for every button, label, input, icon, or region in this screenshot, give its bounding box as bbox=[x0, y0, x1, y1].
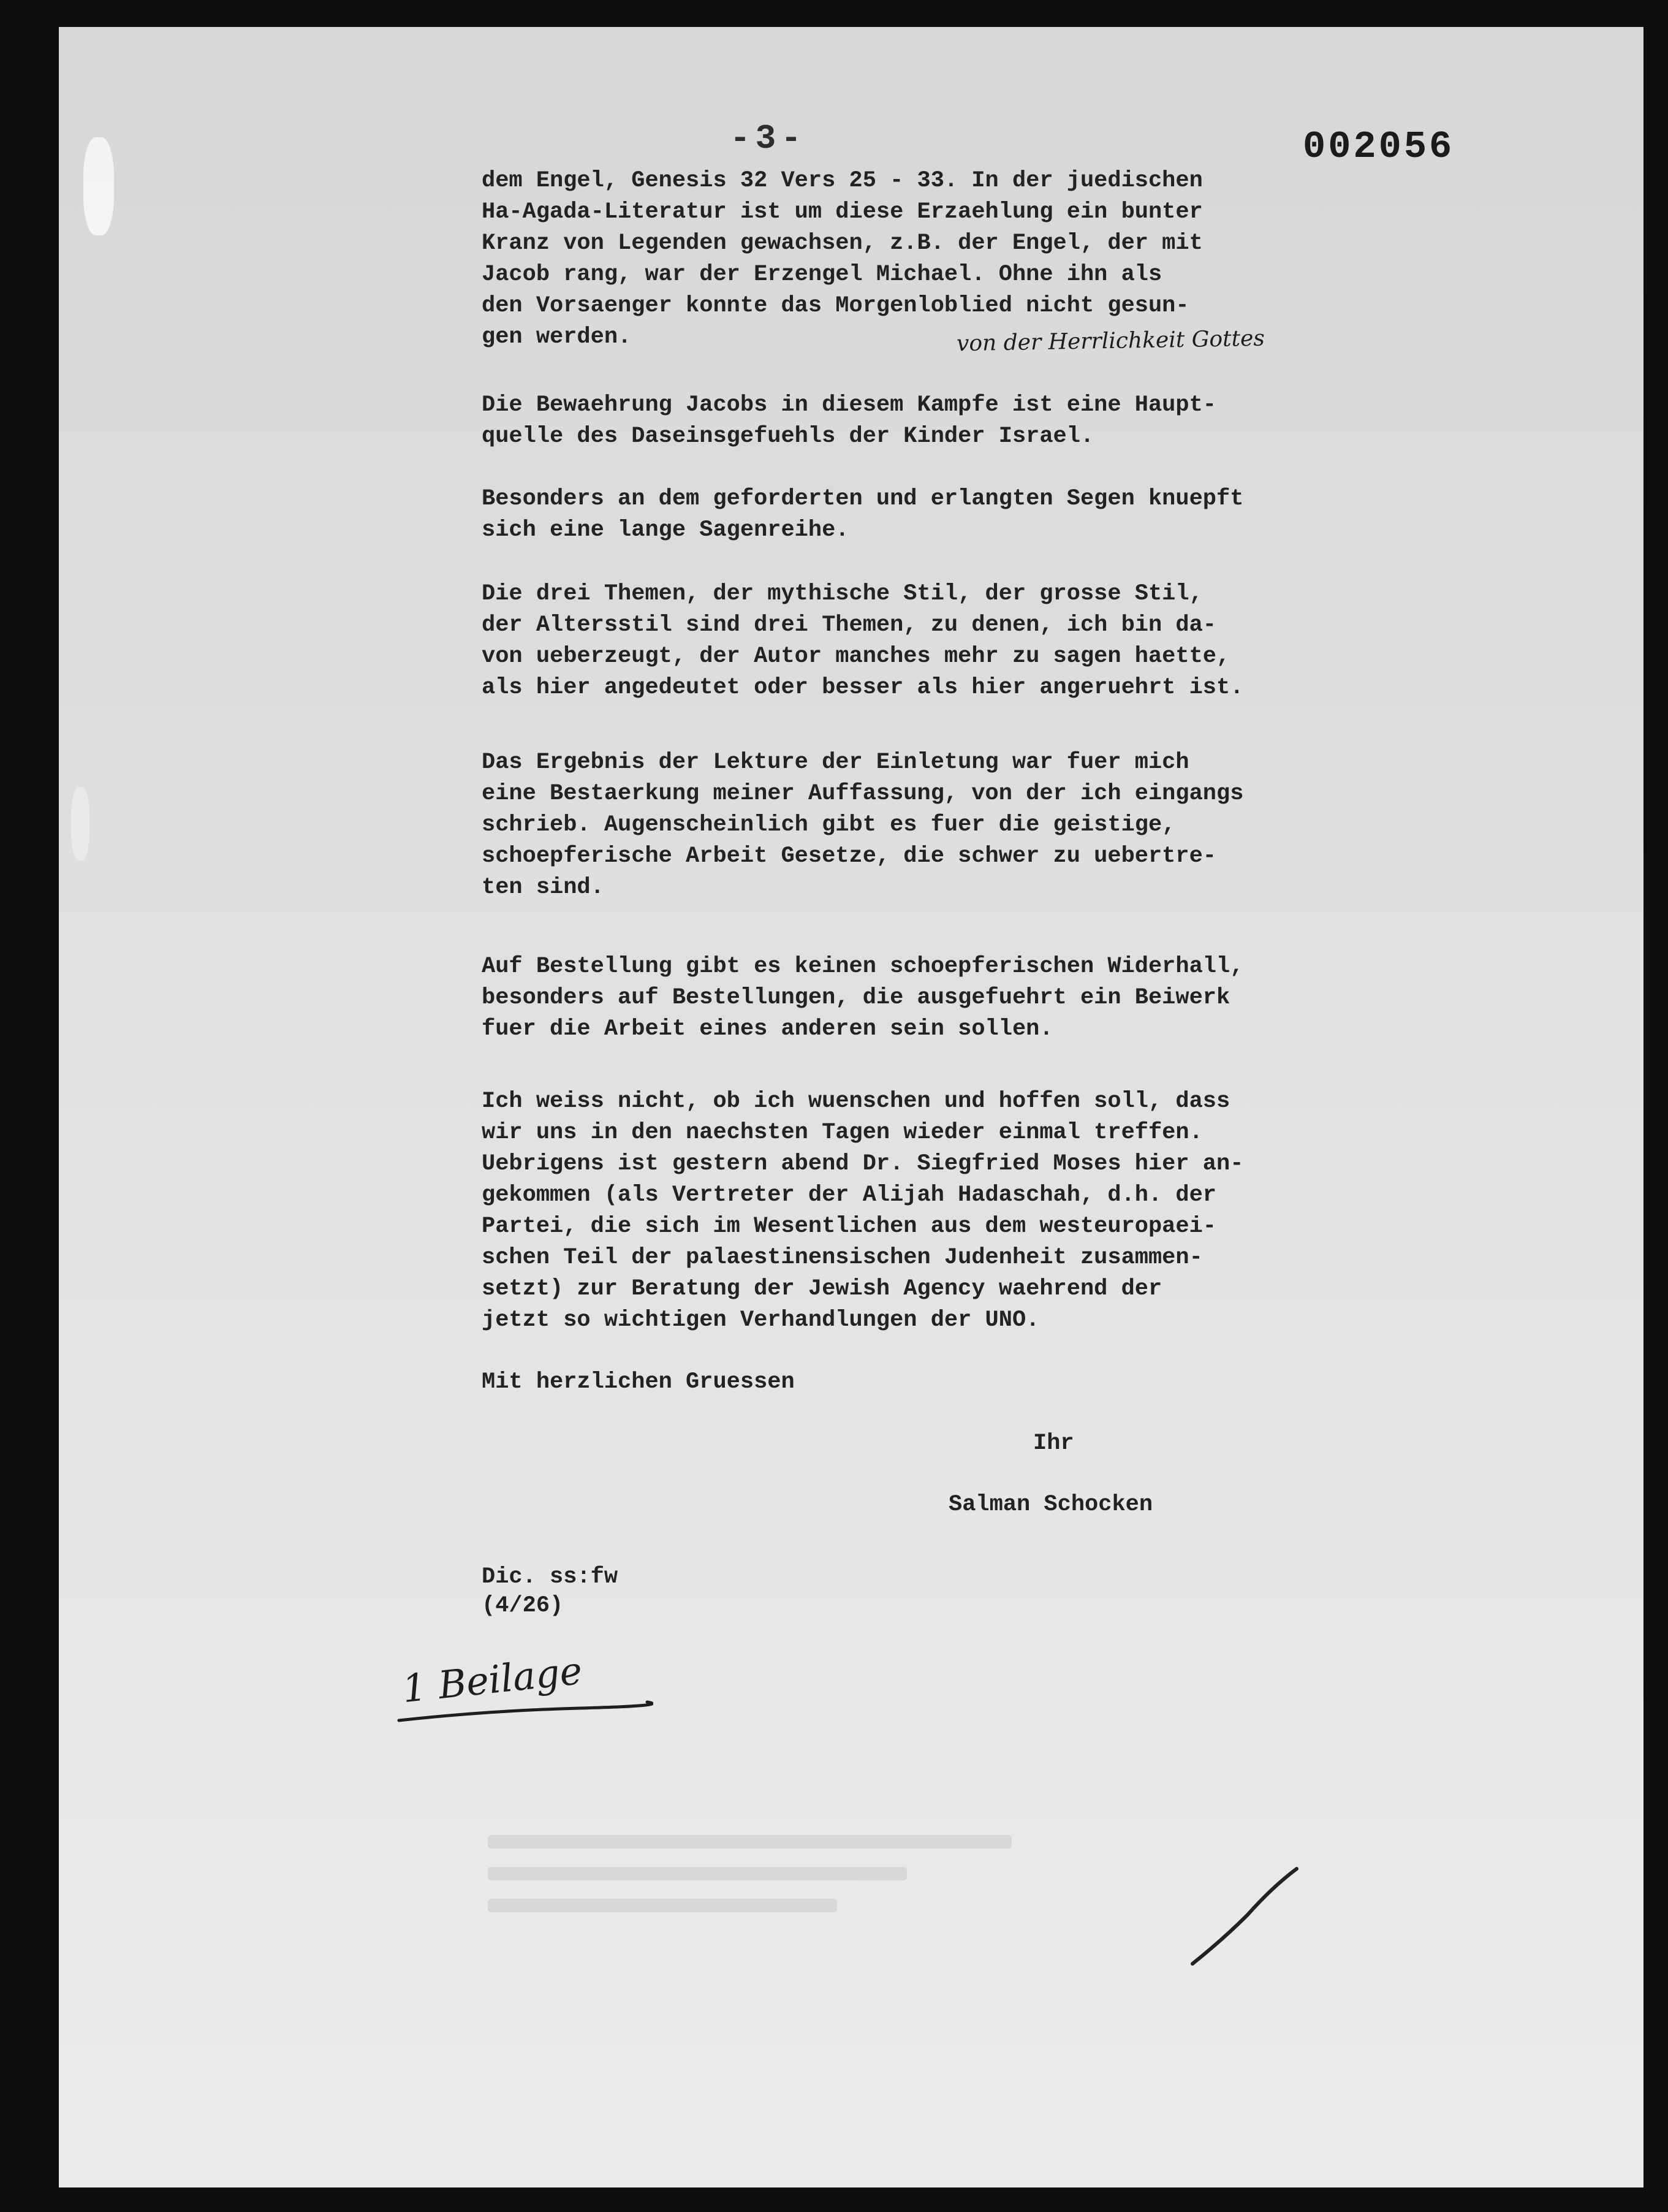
document-id: 002056 bbox=[1303, 125, 1455, 169]
text-line: schrieb. Augenscheinlich gibt es fuer die geistige, bbox=[482, 812, 1176, 838]
text-line: schen Teil der palaestinensischen Judenheit zusammen- bbox=[482, 1245, 1203, 1271]
text-line: Die Bewaehrung Jacobs in diesem Kampfe ist eine Haupt- bbox=[482, 392, 1216, 418]
text-line: Kranz von Legenden gewachsen, z.B. der Engel, der mit bbox=[482, 230, 1203, 256]
bleed-through-text bbox=[488, 1835, 1070, 1976]
text-line: Partei, die sich im Wesentlichen aus dem westeuropaei- bbox=[482, 1214, 1216, 1239]
scan-border-right bbox=[1643, 0, 1668, 2212]
handwritten-enclosure: 1 Beilage bbox=[400, 1648, 585, 1712]
scan-border-top bbox=[0, 0, 1668, 27]
signature-name: Salman Schocken bbox=[949, 1492, 1153, 1518]
text-line: Ich weiss nicht, ob ich wuenschen und hoffen soll, dass bbox=[482, 1089, 1230, 1114]
text-line: Uebrigens ist gestern abend Dr. Siegfried Moses hier an- bbox=[482, 1151, 1244, 1177]
text-line: quelle des Daseinsgefuehls der Kinder Israel. bbox=[482, 424, 1094, 449]
closing-salutation: Ihr bbox=[1033, 1431, 1074, 1456]
paragraph-bewaehrung bbox=[482, 390, 1401, 452]
closing-greeting: Mit herzlichen Gruessen bbox=[482, 1369, 795, 1395]
text-line: gen werden. bbox=[482, 324, 632, 350]
paragraph-genesis bbox=[482, 165, 1401, 353]
text-line: Ha-Agada-Literatur ist um diese Erzaehlung ein bunter bbox=[482, 199, 1203, 225]
text-line: Besonders an dem geforderten und erlangten Segen knuepft bbox=[482, 486, 1244, 512]
scan-border-left bbox=[0, 0, 59, 2212]
text-line: setzt) zur Beratung der Jewish Agency waehrend der bbox=[482, 1276, 1162, 1302]
text-line: der Altersstil sind drei Themen, zu denen, ich bin da- bbox=[482, 612, 1216, 638]
text-line: Jacob rang, war der Erzengel Michael. Ohne ihn als bbox=[482, 262, 1162, 287]
text-line: als hier angedeutet oder besser als hier angeruehrt ist. bbox=[482, 675, 1244, 701]
dictation-mark: Dic. ss:fw bbox=[482, 1564, 618, 1590]
enclosure-underline bbox=[396, 1697, 653, 1728]
paragraph-ergebnis bbox=[482, 747, 1401, 903]
text-line: besonders auf Bestellungen, die ausgefuehrt ein Beiwerk bbox=[482, 985, 1230, 1011]
paragraph-segen bbox=[482, 484, 1401, 546]
text-line: von ueberzeugt, der Autor manches mehr zu sagen haette, bbox=[482, 644, 1230, 669]
pen-stroke-mark bbox=[1180, 1853, 1303, 1976]
text-line: Die drei Themen, der mythische Stil, der grosse Stil, bbox=[482, 581, 1203, 607]
text-line: sich eine lange Sagenreihe. bbox=[482, 517, 849, 543]
paper-scuff bbox=[83, 137, 114, 235]
paper-scuff bbox=[71, 787, 89, 861]
text-line: ten sind. bbox=[482, 875, 604, 900]
paragraph-treffen bbox=[482, 1086, 1401, 1336]
page-number: -3- bbox=[730, 119, 806, 158]
text-line: gekommen (als Vertreter der Alijah Hadaschah, d.h. der bbox=[482, 1182, 1216, 1208]
text-line: jetzt so wichtigen Verhandlungen der UNO. bbox=[482, 1307, 1040, 1333]
text-line: fuer die Arbeit eines anderen sein sollen. bbox=[482, 1016, 1053, 1042]
handwritten-insert: von der Herrlichkeit Gottes bbox=[956, 325, 1265, 357]
text-line: dem Engel, Genesis 32 Vers 25 - 33. In der juedischen bbox=[482, 168, 1203, 194]
text-line: Das Ergebnis der Lekture der Einletung war fuer mich bbox=[482, 750, 1189, 775]
text-line: schoepferische Arbeit Gesetze, die schwer zu uebertre- bbox=[482, 843, 1216, 869]
paragraph-bestellung bbox=[482, 951, 1401, 1045]
text-line: Auf Bestellung gibt es keinen schoepferischen Widerhall, bbox=[482, 954, 1244, 979]
paragraph-themen bbox=[482, 579, 1401, 704]
text-line: eine Bestaerkung meiner Auffassung, von der ich eingangs bbox=[482, 781, 1244, 807]
text-line: den Vorsaenger konnte das Morgenloblied nicht gesun- bbox=[482, 293, 1189, 319]
text-line: wir uns in den naechsten Tagen wieder einmal treffen. bbox=[482, 1120, 1203, 1146]
scan-border-bottom bbox=[0, 2187, 1668, 2212]
letter-page bbox=[59, 27, 1643, 2187]
reference-mark: (4/26) bbox=[482, 1593, 564, 1619]
